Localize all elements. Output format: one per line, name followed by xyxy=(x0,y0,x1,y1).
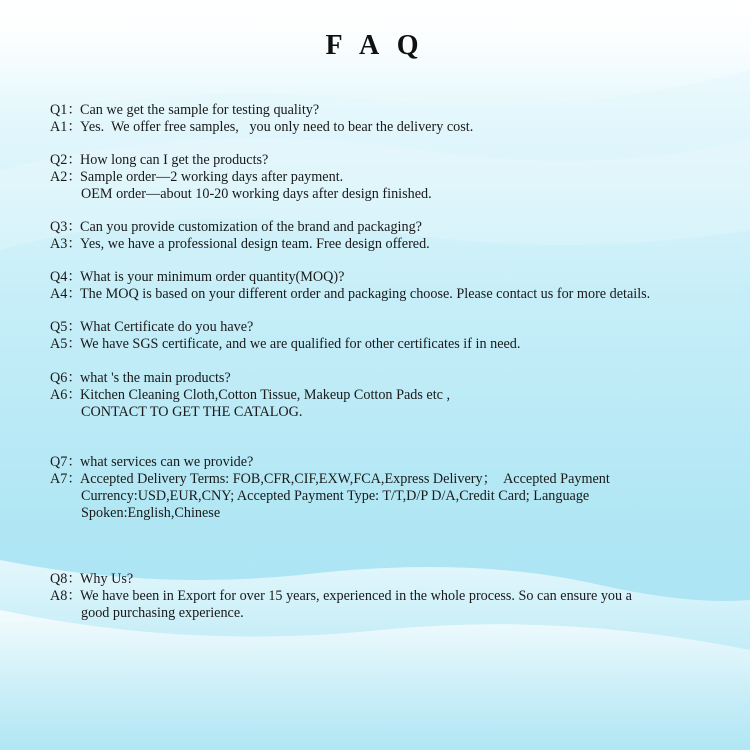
answer-line xyxy=(50,119,730,136)
answer-label: A4： xyxy=(50,286,82,302)
answer-continuation: Spoken:English,Chinese xyxy=(81,505,221,521)
question-label: Q4： xyxy=(50,269,82,285)
faq-item-6 xyxy=(50,370,730,421)
answer-text: We have SGS certificate, and we are qualified for other certificates if in need. xyxy=(80,336,521,352)
answer-text: Yes. We offer free samples, you only need to bear the delivery cost. xyxy=(80,119,474,135)
question-text: what 's the main products? xyxy=(80,370,231,386)
answer-text: Kitchen Cleaning Cloth,Cotton Tissue, Makeup Cotton Pads etc , xyxy=(80,387,451,403)
faq-item-7 xyxy=(50,454,730,522)
answer-continuation: OEM order—about 10-20 working days after design finished. xyxy=(81,186,432,202)
faq-item-5 xyxy=(50,319,730,353)
answer-label: A6： xyxy=(50,387,82,403)
question-label: Q6： xyxy=(50,370,82,386)
question-text: Can you provide customization of the brand and packaging? xyxy=(80,219,422,235)
answer-text: Sample order—2 working days after payment. xyxy=(80,169,344,185)
question-label: Q1： xyxy=(50,102,82,118)
answer-continuation: CONTACT TO GET THE CATALOG. xyxy=(81,404,303,420)
answer-label: A1： xyxy=(50,119,82,135)
answer-line xyxy=(50,387,730,404)
question-text: Why Us? xyxy=(80,571,134,587)
answer-line xyxy=(50,588,730,605)
answer-label: A7： xyxy=(50,471,82,487)
question-text: Can we get the sample for testing quality? xyxy=(80,102,320,118)
question-line xyxy=(50,571,730,588)
page-title: F A Q xyxy=(325,30,425,61)
answer-text: The MOQ is based on your different order and packaging choose. Please contact us for more details. xyxy=(80,286,651,302)
faq-item-8 xyxy=(50,571,730,622)
answer-continuation: Currency:USD,EUR,CNY; Accepted Payment Type: T/T,D/P D/A,Credit Card; Language xyxy=(81,488,590,504)
question-text: What Certificate do you have? xyxy=(80,319,254,335)
question-text: How long can I get the products? xyxy=(80,152,269,168)
question-line xyxy=(50,370,730,387)
question-label: Q8： xyxy=(50,571,82,587)
answer-label: A2： xyxy=(50,169,82,185)
question-line xyxy=(50,219,730,236)
question-text: What is your minimum order quantity(MOQ)? xyxy=(80,269,345,285)
question-text: what services can we provide? xyxy=(80,454,254,470)
answer-text: We have been in Export for over 15 years, experienced in the whole process. So can ensure you a xyxy=(80,588,632,604)
answer-label: A5： xyxy=(50,336,82,352)
answer-line xyxy=(50,286,730,303)
faq-item-1 xyxy=(50,102,730,136)
question-line xyxy=(50,454,730,471)
question-line xyxy=(50,269,730,286)
question-line xyxy=(50,152,730,169)
answer-text: Yes, we have a professional design team. Free design offered. xyxy=(80,236,430,252)
answer-continuation: good purchasing experience. xyxy=(81,605,244,621)
faq-item-2 xyxy=(50,152,730,203)
answer-text: Accepted Delivery Terms: FOB,CFR,CIF,EXW,FCA,Express Delivery； Accepted Payment xyxy=(80,471,610,487)
question-line xyxy=(50,102,730,119)
answer-label: A3： xyxy=(50,236,82,252)
question-label: Q5： xyxy=(50,319,82,335)
answer-line xyxy=(50,471,730,488)
answer-label: A8： xyxy=(50,588,82,604)
question-label: Q3： xyxy=(50,219,82,235)
faq-item-4 xyxy=(50,269,730,303)
question-label: Q2： xyxy=(50,152,82,168)
question-line xyxy=(50,319,730,336)
question-label: Q7： xyxy=(50,454,82,470)
answer-line xyxy=(50,169,730,186)
answer-line xyxy=(50,336,730,353)
faq-item-3 xyxy=(50,219,730,253)
answer-line xyxy=(50,236,730,253)
